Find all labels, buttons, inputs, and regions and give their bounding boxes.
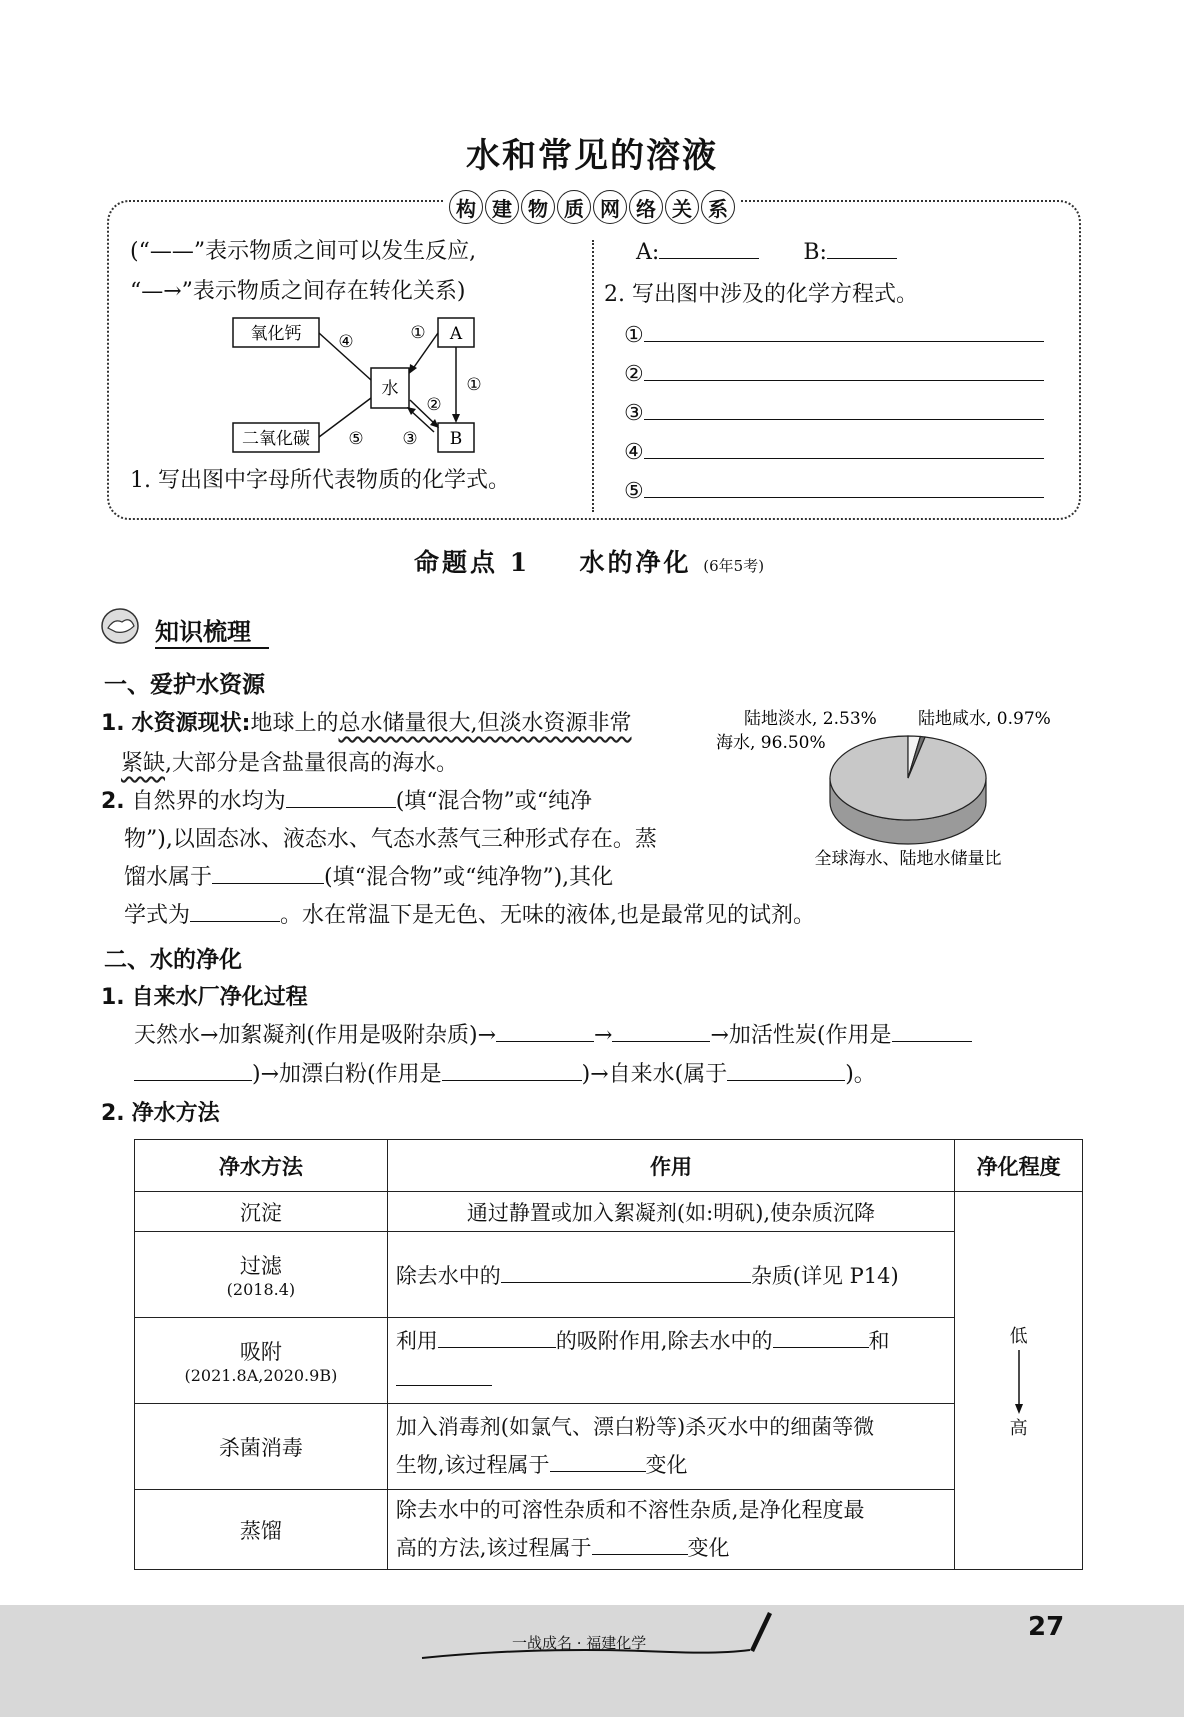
blank-formula[interactable] [190,899,280,922]
item-title: 自来水厂净化过程 [131,985,308,1010]
method-name: 杀菌消毒 [218,1435,303,1460]
method-note: (2018.4) [226,1280,296,1299]
item2-text: (填“混合物”或“纯净 [395,789,593,814]
effect-text: 的吸附作用,除去水中的 [555,1328,773,1353]
method-name: 过滤 [239,1254,282,1278]
item-number: 2. [101,789,125,814]
degree-indicator [963,1322,1074,1440]
network-divider [592,240,594,512]
equation-line [624,474,1044,509]
answer-line-a [636,235,897,270]
effect-text: 除去水中的可溶性杂质和不溶性杂质,是净化程度最 [395,1497,865,1522]
page-title: 水和常见的溶液 [466,136,718,176]
equation-line [624,396,1044,431]
effect-cell [387,1232,954,1318]
edge-label: ① [410,323,426,343]
pie-label-sea: 海水, 96.50% [716,733,826,753]
section1-item2-line3 [124,860,613,895]
equation-line [624,357,1044,392]
table-header-row [135,1140,1083,1192]
label-b: B: [803,240,827,265]
item2-text: 馏水属于 [124,865,213,890]
node-water: 水 [381,379,399,399]
blank-adsorb-1[interactable] [773,1325,869,1348]
section2-item1-title [101,980,308,1015]
item2-text: 学式为 [124,903,191,928]
blank-eq[interactable] [644,397,1044,420]
edge-label: ⑤ [348,429,364,449]
eq-num: ⑤ [624,479,644,504]
table-header: 净水方法 [135,1140,388,1192]
process-text: )→加漂白粉(作用是 [252,1062,442,1087]
pie-label-fresh: 陆地淡水, 2.53% [744,709,877,729]
question-2: 2. 写出图中涉及的化学方程式。 [604,282,918,307]
table-row [135,1490,1083,1570]
label-a: A: [636,240,660,265]
section1-heading: 一、爱护水资源 [104,672,265,698]
table-row [135,1232,1083,1318]
degree-high: 高 [1009,1417,1028,1439]
method-cell [135,1192,388,1232]
purification-methods-table [134,1139,1083,1570]
blank-eq[interactable] [644,358,1044,381]
effect-cell [387,1490,954,1570]
item1-label: 水资源现状: [131,711,251,736]
section1-item2-line1 [101,784,592,819]
eq-num: ① [624,323,644,348]
blank-change-type[interactable] [592,1532,688,1555]
node-a: A [449,324,463,344]
blank-filter[interactable] [501,1260,751,1283]
process-text: )。 [845,1062,876,1087]
effect-text: 变化 [687,1535,730,1560]
table-row [135,1404,1083,1490]
blank-carbon-role-cont[interactable] [134,1058,252,1081]
degree-low: 低 [1009,1325,1028,1347]
purification-process-line2 [134,1057,876,1092]
item1-text: 地球上的 [250,711,339,736]
effect-text: 杂质(详见 P14) [750,1263,899,1288]
section1-item1-line1 [101,706,632,741]
question-1: 1. 写出图中字母所代表物质的化学式。 [130,468,510,493]
effect-text: 和 [868,1328,890,1353]
effect-text: 通过静置或加入絮凝剂(如:明矾),使杂质沉降 [466,1200,876,1225]
knowledge-icon [100,606,140,646]
table-row [135,1318,1083,1404]
table-header: 作用 [387,1140,954,1192]
method-cell [135,1490,388,1570]
item1-wavy-text: 紧缺 [121,751,166,776]
blank-a[interactable] [659,236,759,259]
blank-carbon-role[interactable] [892,1019,972,1042]
topic-frequency: (6年5考) [703,557,765,575]
degree-cell [955,1192,1083,1570]
effect-text: 利用 [395,1328,438,1353]
process-text: 天然水→加絮凝剂(作用是吸附杂质)→ [134,1023,497,1048]
edge-label: ② [426,395,442,415]
banner-char: 建 [485,190,519,224]
edge-label: ① [466,375,482,395]
method-name: 吸附 [239,1340,282,1364]
pie-label-salt: 陆地咸水, 0.97% [918,709,1051,729]
method-name: 蒸馏 [239,1518,282,1543]
banner-char: 构 [449,190,483,224]
banner-char: 系 [701,190,735,224]
method-note: (2021.8A,2020.9B) [184,1366,338,1385]
blank-eq[interactable] [644,436,1044,459]
eq-num: ② [624,362,644,387]
eq-num: ④ [624,440,644,465]
method-name: 沉淀 [239,1200,282,1225]
edge-label: ③ [402,429,418,449]
blank-eq[interactable] [644,319,1044,342]
book-title: 一战成名 · 福建化学 [512,1634,647,1652]
item-number: 1. [101,711,125,736]
topic-label: 命题点 1 [414,548,531,577]
network-legend-2: “—→”表示物质之间存在转化关系) [130,279,466,304]
network-banner [445,190,739,224]
blank-eq[interactable] [644,475,1044,498]
node-cao: 氧化钙 [250,324,302,344]
section2-heading: 二、水的净化 [104,947,242,973]
effect-text: 加入消毒剂(如氯气、漂白粉等)杀灭水中的细菌等微 [395,1414,875,1439]
equation-line [624,435,1044,470]
equation-line [624,318,1044,353]
process-text: →加活性炭(作用是 [710,1023,892,1048]
network-legend-1: (“——”表示物质之间可以发生反应, [130,239,477,264]
item1-text: ,大部分是含盐量很高的海水。 [165,751,459,776]
item2-text: (填“混合物”或“纯净物”),其化 [324,865,614,890]
process-text: )→自来水(属于 [581,1062,728,1087]
blank-adsorb-2[interactable] [396,1363,492,1386]
process-text: → [594,1023,613,1048]
method-cell [135,1318,388,1404]
blank-step2[interactable] [612,1019,710,1042]
item-title: 净水方法 [131,1101,220,1126]
knowledge-header: 知识梳理 [155,612,269,649]
effect-text: 除去水中的 [395,1263,501,1288]
blank-change-type[interactable] [550,1449,646,1472]
topic-heading [414,543,764,579]
blank-water-type[interactable] [286,785,396,808]
page-number: 27 [1028,1612,1065,1642]
blank-tapwater-type[interactable] [727,1058,845,1081]
effect-text: 变化 [645,1452,688,1477]
table-header: 净化程度 [955,1140,1083,1192]
blank-adsorbent[interactable] [438,1325,556,1348]
item-number: 1. [101,985,125,1010]
purification-process-line1 [134,1018,972,1053]
banner-char: 络 [629,190,663,224]
effect-cell [387,1318,954,1404]
item1-wavy-text: 总水储量很大,但淡水资源非常 [338,711,632,736]
banner-char: 关 [665,190,699,224]
method-cell [135,1232,388,1318]
reaction-network-diagram [220,310,500,460]
water-storage-pie-chart [712,700,1084,876]
effect-text: 生物,该过程属于 [395,1452,550,1477]
table-row [135,1192,1083,1232]
blank-step1[interactable] [496,1019,594,1042]
edge-label: ④ [338,332,354,352]
item-number: 2. [101,1101,125,1126]
blank-bleach-role[interactable] [442,1058,582,1081]
item2-text: 。水在常温下是无色、无味的液体,也是最常见的试剂。 [280,903,816,928]
effect-text: 高的方法,该过程属于 [395,1535,592,1560]
banner-char: 物 [521,190,555,224]
down-arrow-icon [1013,1348,1025,1414]
section1-item2-line2: 物”),以固态冰、液态水、气态水蒸气三种形式存在。蒸 [124,827,657,852]
section2-item2-title [101,1096,220,1131]
effect-cell [387,1404,954,1490]
node-co2: 二氧化碳 [242,429,310,449]
section1-item2-line4 [124,898,815,933]
pie-caption: 全球海水、陆地水储量比 [814,849,1002,869]
banner-char: 质 [557,190,591,224]
item2-text: 自然界的水均为 [131,789,286,814]
pie-slices [830,736,986,844]
eq-num: ③ [624,401,644,426]
blank-distilled-type[interactable] [212,861,324,884]
topic-title: 水的净化 [579,548,692,577]
node-b: B [449,429,463,449]
method-cell [135,1404,388,1490]
effect-cell [387,1192,954,1232]
section1-item1-line2 [121,746,458,781]
blank-b[interactable] [827,236,897,259]
banner-char: 网 [593,190,627,224]
